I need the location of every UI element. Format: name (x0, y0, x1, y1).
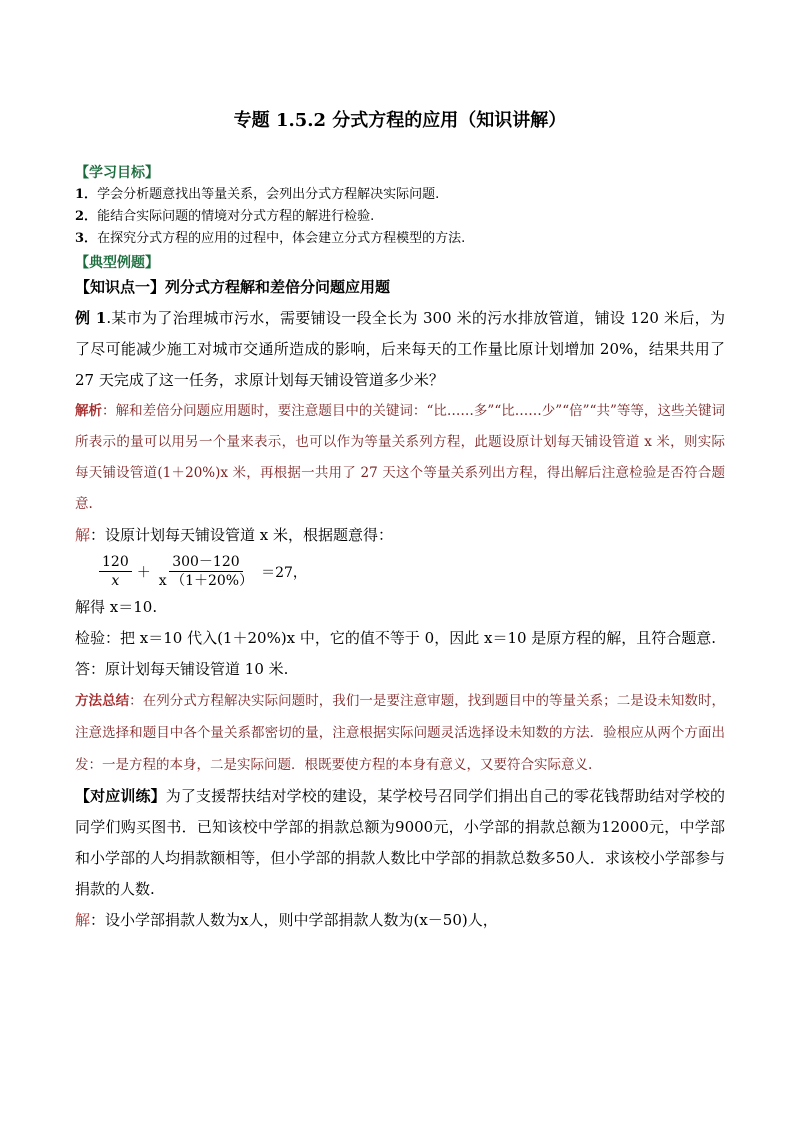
solution-intro: 解：设原计划每天铺设管道 x 米，根据题意得： (75, 526, 394, 544)
page-title: 专题 1.5.2 分式方程的应用（知识讲解） (233, 110, 567, 131)
equation: $\frac{120}{x}$ ＋ $\frac{300-120}{x (1+20\%)}$ ＝27， (97, 553, 725, 590)
goal-item: 3．在探究分式方程的应用的过程中，体会建立分式方程模型的方法. (75, 231, 466, 246)
goal-item: 2．能结合实际问题的情境对分式方程的解进行检验. (75, 209, 375, 224)
knowledge-point-heading: 【知识点一】列分式方程解和差倍分问题应用题 (75, 278, 391, 296)
document-page (75, 100, 725, 936)
analysis-paragraph: 解析：解和差倍分问题应用题时，要注意题目中的关键词：“比……多”“比……少”“倍”“共”等等，这些关键词所表示的量可以用另一个量来表示，也可以作为等量关系列方程，此题设原计划每天铺设管道 x 米，则实际每天铺设管道(1＋20%)x 米，再根据一共用了 27 天这个等量关系列出方程，得出解后注意检验是否符合题意. (75, 403, 726, 512)
practice-problem: 【对应训练】为了支援帮扶结对学校的建设，某学校号召同学们捐出自己的零花钱帮助结对学校的同学们购买图书．已知该校中学部的捐款总额为9000元，小学部的捐款总额为12000元，中学部和小学部的人均捐款额相等，但小学部的捐款人数比中学部的捐款总数多50人．求该校小学部参与捐款的人数. (75, 787, 725, 898)
practice-solution: 解：设小学部捐款人数为x人，则中学部捐款人数为(x－50)人， (75, 911, 498, 929)
examples-header: 【典型例题】 (75, 255, 159, 271)
learning-goals-header: 【学习目标】 (75, 165, 159, 181)
solution-check: 检验：把 x＝10 代入(1＋20%)x 中，它的值不等于 0，因此 x＝10 是原方程的解，且符合题意. (75, 629, 717, 647)
solution-answer: 答：原计划每天铺设管道 10 米. (75, 660, 289, 678)
example-1: 例 1.某市为了治理城市污水，需要铺设一段全长为 300 米的污水排放管道，铺设 120 米后，为了尽可能减少施工对城市交通所造成的影响，后来每天的工作量比原计划增加 20%，结果共用了 27 天完成了这一任务，求原计划每天铺设管道多少米？ (75, 309, 725, 389)
method-summary: 方法总结：在列分式方程解决实际问题时，我们一是要注意审题，找到题目中的等量关系；二是设未知数时，注意选择和题目中各个量关系都密切的量，注意根据实际问题灵活选择设未知数的方法．验根应从两个方面出发：一是方程的本身，二是实际问题．根既要使方程的本身有意义，又要符合实际意义. (75, 693, 726, 773)
learning-goals-list (75, 184, 725, 250)
fraction-2: $\frac{300-120}{x (1+20\%)}$ (158, 554, 254, 589)
solution-result: 解得 x＝10. (75, 598, 158, 616)
goal-item: 1．学会分析题意找出等量关系，会列出分式方程解决实际问题. (75, 187, 440, 202)
fraction-1: $\frac{120}{x}$ (99, 553, 132, 590)
